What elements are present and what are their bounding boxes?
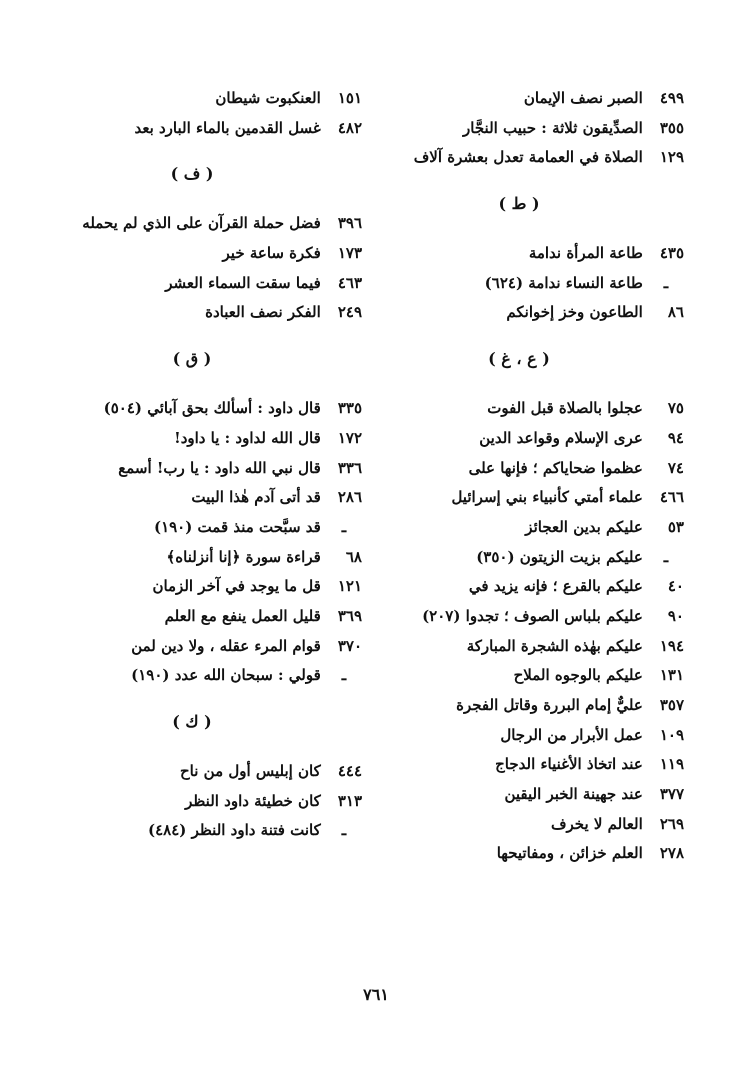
section-heading-ta: ( ط ) bbox=[498, 194, 540, 214]
index-entry bbox=[354, 513, 684, 543]
index-entry bbox=[354, 780, 684, 810]
entry-number: ـ bbox=[663, 547, 669, 566]
entry-text: الصبر نصف الإيمان bbox=[523, 89, 648, 107]
index-entry bbox=[354, 239, 684, 269]
entry-number: ١١٩ bbox=[659, 755, 684, 774]
index-entry bbox=[354, 750, 684, 780]
entry-number: ٨٦ bbox=[667, 303, 684, 322]
entry-number: ٤٤٤ bbox=[337, 762, 362, 780]
index-entry bbox=[354, 543, 684, 573]
left-column bbox=[22, 84, 362, 846]
entry-text: عليكم بالقرع ؛ فإنه يزيد في bbox=[468, 577, 648, 596]
entry-number: ٤٩٩ bbox=[659, 89, 684, 107]
index-entry bbox=[354, 114, 684, 144]
entry-number: ٣٣٥ bbox=[337, 399, 362, 418]
index-entry bbox=[354, 572, 684, 602]
entry-number: ٣٣٦ bbox=[337, 458, 362, 477]
entry-block bbox=[22, 394, 362, 691]
entry-number: ٢٨٦ bbox=[337, 488, 362, 507]
index-entry bbox=[22, 454, 362, 484]
entry-text: غسل القدمين بالماء البارد بعد bbox=[134, 118, 326, 137]
entry-text: كان خطيئة داود النظر bbox=[185, 791, 326, 810]
index-entry bbox=[354, 483, 684, 513]
index-entry bbox=[22, 661, 362, 691]
entry-number: ٣٩٦ bbox=[337, 214, 362, 233]
entry-text: عليكم بالوجوه الملاح bbox=[513, 666, 648, 685]
entry-number: ـ bbox=[341, 517, 347, 536]
entry-text: عليكم بهٰذه الشجرة المباركة bbox=[466, 636, 648, 655]
section-heading-ain-ghain: ( ع ، غ ) bbox=[488, 349, 550, 369]
entry-number: ٣٧٠ bbox=[337, 636, 362, 655]
entry-number: ١٢١ bbox=[337, 577, 362, 596]
entry-text: الفكر نصف العبادة bbox=[205, 303, 326, 322]
index-entry bbox=[354, 454, 684, 484]
entry-text: الصدِّيقون ثلاثة : حبيب النجَّار bbox=[463, 118, 648, 137]
entry-number: ٣٧٧ bbox=[659, 785, 684, 804]
index-entry bbox=[22, 816, 362, 846]
entry-text: عظموا ضحاياكم ؛ فإنها على bbox=[468, 458, 648, 477]
entry-text: عليكم بزيت الزيتون (٣٥٠) bbox=[476, 547, 648, 566]
entry-text: عليٌّ إمام البررة وقاتل الفجرة bbox=[456, 696, 648, 714]
entry-text: قليل العمل ينفع مع العلم bbox=[164, 606, 326, 625]
entry-number: ١٣١ bbox=[659, 666, 684, 685]
index-entry bbox=[22, 209, 362, 239]
page-number: ٧٦١ bbox=[363, 985, 389, 1004]
entry-number: ١٧٢ bbox=[337, 428, 362, 447]
index-entry bbox=[22, 269, 362, 299]
entry-text: عجلوا بالصلاة قبل الفوت bbox=[487, 399, 648, 418]
entry-number: ٣٦٩ bbox=[337, 606, 362, 625]
index-entry bbox=[22, 632, 362, 662]
index-entry bbox=[354, 661, 684, 691]
index-entry bbox=[354, 632, 684, 662]
index-entry bbox=[22, 513, 362, 543]
entry-text: عند جهينة الخبر اليقين bbox=[504, 785, 648, 804]
entry-text: عرى الإسلام وقواعد الدين bbox=[479, 428, 648, 447]
entry-text: عليكم بدين العجائز bbox=[525, 517, 648, 536]
index-entry bbox=[22, 757, 362, 787]
entry-text: قوام المرء عقله ، ولا دين لمن bbox=[131, 636, 326, 655]
entry-number: ٤٠ bbox=[667, 577, 684, 596]
entry-text: العالم لا يخرف bbox=[550, 814, 648, 833]
index-entry bbox=[22, 483, 362, 513]
entry-number: ـ bbox=[663, 273, 669, 292]
entry-number: ٥٣ bbox=[667, 517, 684, 536]
entry-number: ١٢٩ bbox=[659, 148, 684, 167]
entry-number: ٢٦٩ bbox=[659, 814, 684, 833]
entry-number: ٣٥٥ bbox=[659, 118, 684, 137]
entry-text: قال نبي الله داود : يا رب! أسمع bbox=[118, 458, 326, 477]
index-entry bbox=[22, 424, 362, 454]
entry-block bbox=[354, 239, 684, 328]
entry-text: العنكبوت شيطان bbox=[215, 89, 326, 107]
entry-number: ـ bbox=[341, 666, 347, 685]
index-entry bbox=[354, 143, 684, 173]
entry-number: ٤٨٢ bbox=[337, 118, 362, 137]
entry-text: كانت فتنة داود النظر (٤٨٤) bbox=[148, 821, 326, 840]
entry-text: كان إبليس أول من ناح bbox=[180, 762, 326, 780]
entry-number: ٧٤ bbox=[667, 458, 684, 477]
entry-text: عليكم بلباس الصوف ؛ تجدوا (٢٠٧) bbox=[422, 606, 648, 625]
entry-text: قد أتى آدم هٰذا البيت bbox=[191, 488, 326, 507]
entry-number: ٦٨ bbox=[345, 547, 362, 566]
entry-number: ـ bbox=[341, 821, 347, 840]
entry-block bbox=[22, 757, 362, 846]
section-heading-fa: ( ف ) bbox=[170, 164, 214, 184]
entry-block bbox=[354, 394, 684, 869]
index-entry bbox=[22, 239, 362, 269]
index-entry bbox=[22, 787, 362, 817]
section-heading-kaf: ( ك ) bbox=[172, 712, 212, 731]
section-heading-qaf: ( ق ) bbox=[172, 349, 212, 369]
index-entry bbox=[22, 298, 362, 328]
entry-text: قال داود : أسألك بحق آبائي (٥٠٤) bbox=[103, 399, 326, 418]
index-entry bbox=[22, 84, 362, 114]
index-entry bbox=[354, 839, 684, 869]
entry-text: قراءة سورة ﴿إنا أنزلناه﴾ bbox=[166, 547, 326, 566]
entry-text: الطاعون وخز إخوانكم bbox=[506, 303, 648, 322]
index-entry bbox=[354, 424, 684, 454]
entry-text: عمل الأبرار من الرجال bbox=[500, 725, 648, 744]
entry-text: قولي : سبحان الله عدد (١٩٠) bbox=[131, 666, 326, 685]
index-entry bbox=[354, 721, 684, 751]
entry-number: ١٧٣ bbox=[337, 244, 362, 263]
index-entry bbox=[22, 602, 362, 632]
entry-text: علماء أمتي كأنبياء بني إسرائيل bbox=[451, 488, 648, 507]
entry-number: ٣٥٧ bbox=[659, 696, 684, 714]
index-entry bbox=[354, 269, 684, 299]
entry-number: ١٠٩ bbox=[659, 725, 684, 744]
entry-text: فضل حملة القرآن على الذي لم يحمله bbox=[82, 214, 326, 233]
entry-text: العلم خزائن ، ومفاتيحها bbox=[496, 844, 648, 863]
entry-number: ٢٤٩ bbox=[337, 303, 362, 322]
entry-number: ٤٦٣ bbox=[337, 273, 362, 292]
entry-number: ٤٦٦ bbox=[659, 488, 684, 507]
entry-text: فكرة ساعة خير bbox=[222, 244, 326, 263]
entry-number: ٣١٣ bbox=[337, 791, 362, 810]
entry-number: ٧٥ bbox=[667, 399, 684, 418]
entry-text: عند اتخاذ الأغنياء الدجاج bbox=[495, 755, 648, 774]
entry-block bbox=[22, 209, 362, 328]
entry-number: ٤٣٥ bbox=[659, 244, 684, 263]
index-entry bbox=[354, 84, 684, 114]
entry-block bbox=[354, 84, 684, 173]
entry-number: ٢٧٨ bbox=[659, 844, 684, 863]
index-entry bbox=[22, 572, 362, 602]
entry-block bbox=[22, 84, 362, 143]
entry-number: ٩٠ bbox=[667, 606, 684, 625]
entry-text: الصلاة في العمامة تعدل بعشرة آلاف bbox=[413, 148, 648, 167]
index-entry bbox=[354, 691, 684, 721]
index-entry bbox=[354, 298, 684, 328]
entry-text: قال الله لداود : يا داود! bbox=[174, 428, 326, 447]
index-entry bbox=[22, 394, 362, 424]
right-column bbox=[354, 84, 684, 869]
entry-text: فيما سقت السماء العشر bbox=[165, 273, 326, 292]
index-entry bbox=[22, 543, 362, 573]
entry-number: ٩٤ bbox=[667, 428, 684, 447]
index-entry bbox=[354, 810, 684, 840]
entry-number: ١٥١ bbox=[337, 89, 362, 107]
entry-text: طاعة النساء ندامة (٦٢٤) bbox=[484, 273, 648, 292]
entry-text: طاعة المرأة ندامة bbox=[528, 244, 648, 263]
entry-text: قل ما يوجد في آخر الزمان bbox=[152, 577, 326, 596]
index-entry bbox=[22, 114, 362, 144]
entry-number: ١٩٤ bbox=[659, 636, 684, 655]
entry-text: قد سبَّحت منذ قمت (١٩٠) bbox=[153, 517, 326, 536]
index-entry bbox=[354, 394, 684, 424]
index-entry bbox=[354, 602, 684, 632]
